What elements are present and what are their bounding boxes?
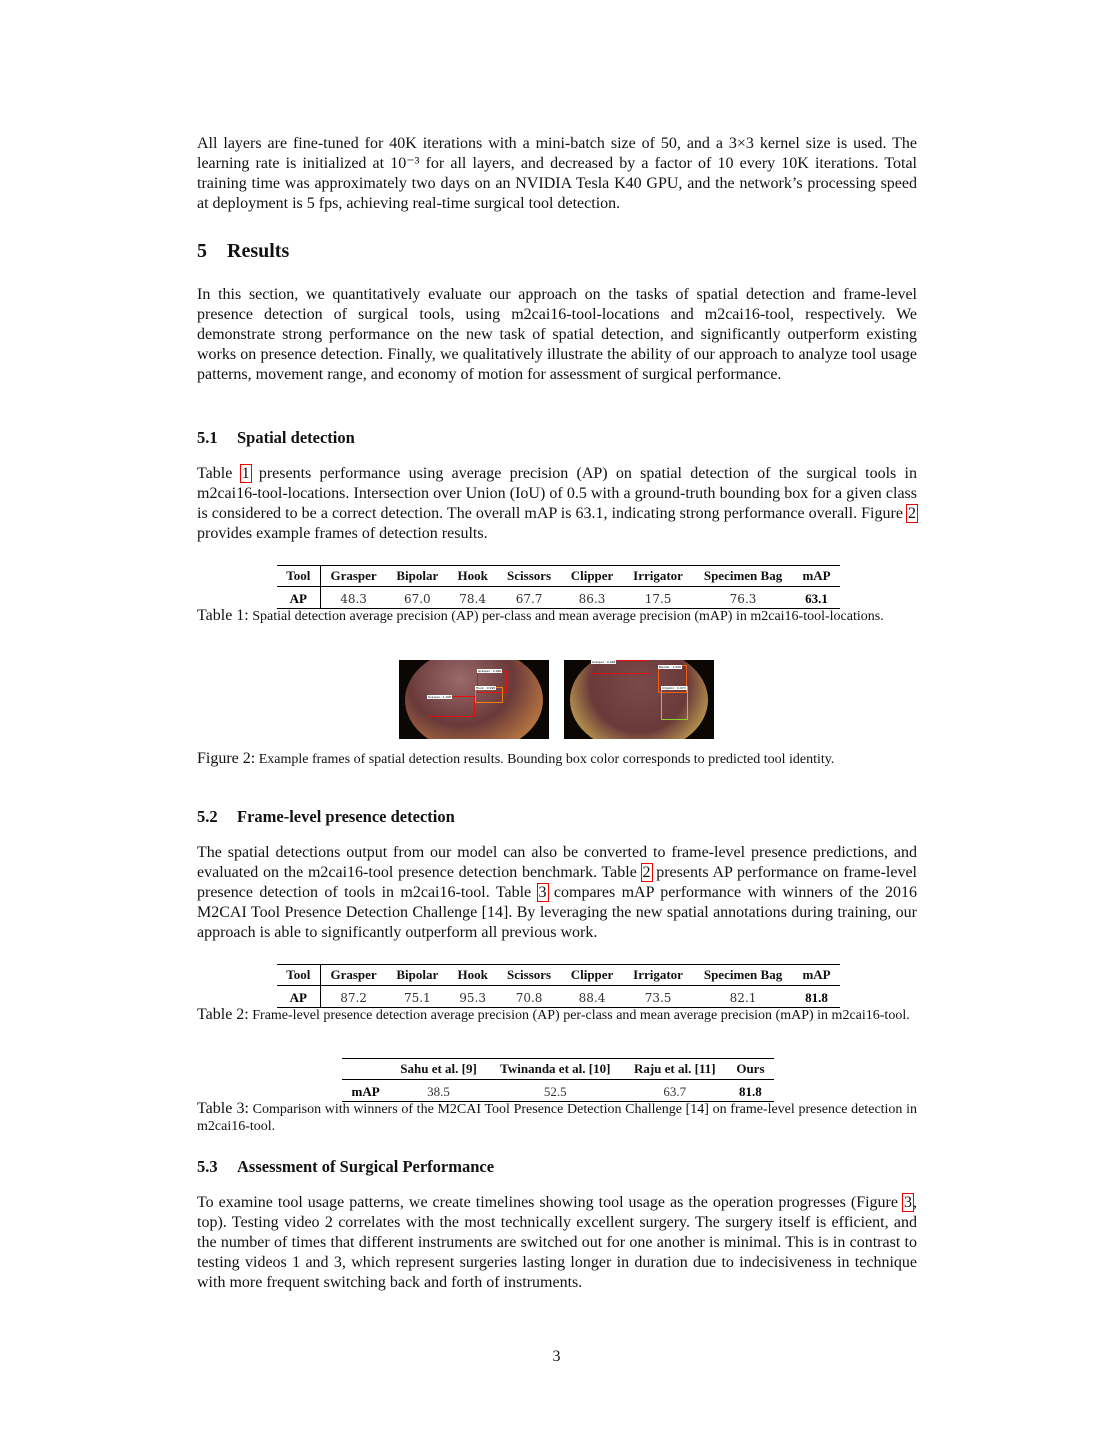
table-ref-link[interactable]: 1 bbox=[241, 465, 250, 482]
cell: 86.3 bbox=[561, 587, 623, 609]
detection-frame-right bbox=[564, 660, 714, 739]
section-title: Results bbox=[227, 240, 290, 262]
caption-text: Spatial detection average precision (AP) per-class and mean average precision (mAP) in m2cai16-tool-locations. bbox=[252, 609, 884, 624]
cell: 67.7 bbox=[497, 587, 561, 609]
header-cell: Hook bbox=[448, 965, 497, 986]
row-label: mAP bbox=[342, 1080, 389, 1102]
cell: 52.5 bbox=[488, 1080, 623, 1102]
table-row bbox=[342, 1080, 774, 1102]
cell: 78.4 bbox=[448, 587, 497, 609]
detection-frame-left bbox=[399, 660, 549, 739]
header-cell: Clipper bbox=[561, 965, 623, 986]
header-cell: Irrigator bbox=[623, 965, 693, 986]
header-cell: Bipolar bbox=[387, 965, 448, 986]
table-row bbox=[277, 986, 840, 1008]
subsection-5-3-heading bbox=[197, 1157, 917, 1177]
subsection-number: 5.1 bbox=[197, 428, 218, 447]
cell: 63.1 bbox=[793, 587, 840, 609]
spatial-detection-paragraph bbox=[197, 464, 917, 544]
cell: 82.1 bbox=[693, 986, 793, 1008]
header-cell: Hook bbox=[448, 566, 497, 587]
header-cell: Tool bbox=[277, 965, 320, 986]
box-label: Grasper : 1.000 bbox=[428, 695, 452, 699]
cell: 38.5 bbox=[389, 1080, 488, 1102]
cell: 63.7 bbox=[623, 1080, 727, 1102]
box-label: Grasper : 0.998 bbox=[592, 660, 616, 664]
cell: 81.8 bbox=[727, 1080, 774, 1102]
text: provides example frames of detection results. bbox=[197, 525, 488, 542]
figure-ref-link[interactable]: 3 bbox=[904, 1194, 912, 1211]
presence-detection-paragraph bbox=[197, 843, 917, 943]
header-cell: Irrigator bbox=[623, 566, 693, 587]
header-cell: Ours bbox=[727, 1059, 774, 1080]
subsection-title: Assessment of Surgical Performance bbox=[237, 1157, 495, 1176]
box-label: Grasper : 0.990 bbox=[478, 669, 502, 673]
row-label: AP bbox=[277, 986, 320, 1008]
subsection-number: 5.3 bbox=[197, 1157, 218, 1176]
table-2 bbox=[277, 964, 840, 1008]
text: The spatial detections output from our model can also be converted to frame-level presence predictions, and evaluated on the m2cai16-tool presence detection benchmark. Table bbox=[197, 844, 917, 881]
cell: 48.3 bbox=[320, 587, 387, 609]
header-cell: Scissors bbox=[497, 965, 561, 986]
text: presents performance using average precision (AP) on spatial detection of the surgical tools in m2cai16-tool-locations. Intersection over Union (IoU) of 0.5 with a ground-truth bounding box for a given class is considered to be a correct detection. The overall mAP is 63.1, indicating strong performance overall. Figure bbox=[197, 465, 917, 522]
section-5-heading bbox=[197, 240, 917, 263]
table-3 bbox=[342, 1058, 774, 1102]
header-cell: Scissors bbox=[497, 566, 561, 587]
caption-label: Table 3: bbox=[197, 1100, 249, 1117]
header-cell: Grasper bbox=[320, 965, 387, 986]
table-2-caption bbox=[197, 1006, 917, 1024]
box-label: Bipolar : 1.000 bbox=[659, 665, 682, 669]
caption-label: Figure 2: bbox=[197, 750, 256, 767]
header-cell: Sahu et al. [9] bbox=[389, 1059, 488, 1080]
cell: 81.8 bbox=[793, 986, 840, 1008]
text: To examine tool usage patterns, we create timelines showing tool usage as the operation progresses (Figure bbox=[197, 1194, 903, 1211]
bounding-box bbox=[661, 686, 688, 720]
subsection-number: 5.2 bbox=[197, 807, 218, 826]
caption-text: Comparison with winners of the M2CAI Tool Presence Detection Challenge [14] on frame-level presence detection in m2cai16-tool. bbox=[197, 1102, 918, 1134]
cell: 95.3 bbox=[448, 986, 497, 1008]
cell: 67.0 bbox=[387, 587, 448, 609]
subsection-title: Spatial detection bbox=[237, 428, 355, 447]
header-cell: Raju et al. [11] bbox=[623, 1059, 727, 1080]
cell: 76.3 bbox=[693, 587, 793, 609]
row-label: AP bbox=[277, 587, 320, 609]
table-1 bbox=[277, 565, 840, 609]
caption-label: Table 1: bbox=[197, 607, 249, 624]
subsection-title: Frame-level presence detection bbox=[237, 807, 455, 826]
figure-2-caption bbox=[197, 750, 917, 768]
box-label: Hook : 0.998 bbox=[476, 686, 496, 690]
header-cell: Clipper bbox=[561, 566, 623, 587]
header-cell: mAP bbox=[793, 965, 840, 986]
header-cell: Twinanda et al. [10] bbox=[488, 1059, 623, 1080]
text: compares mAP performance with winners of the 2016 M2CAI Tool Presence Detection Challenge [14]. By leveraging the new spatial annotations during training, our approach is able to significantly outperform all previous work. bbox=[197, 884, 918, 941]
table-ref-link[interactable]: 3 bbox=[538, 884, 547, 901]
header-cell: Grasper bbox=[320, 566, 387, 587]
cell: 73.5 bbox=[623, 986, 693, 1008]
cell: 70.8 bbox=[497, 986, 561, 1008]
table-row bbox=[277, 587, 840, 609]
header-cell: Specimen Bag bbox=[693, 965, 793, 986]
table-3-caption bbox=[197, 1100, 917, 1135]
cell: 87.2 bbox=[320, 986, 387, 1008]
cell: 17.5 bbox=[623, 587, 693, 609]
subsection-5-1-heading bbox=[197, 428, 917, 448]
header-cell: mAP bbox=[793, 566, 840, 587]
bounding-box bbox=[427, 696, 475, 717]
header-cell bbox=[342, 1059, 389, 1080]
text: Table bbox=[197, 465, 241, 482]
page-number: 3 bbox=[552, 1348, 561, 1365]
cell: 88.4 bbox=[561, 986, 623, 1008]
section-number: 5 bbox=[197, 240, 207, 262]
header-cell: Specimen Bag bbox=[693, 566, 793, 587]
figure-ref-link[interactable]: 2 bbox=[908, 505, 916, 522]
caption-text: Frame-level presence detection average precision (AP) per-class and mean average precision (mAP) in m2cai16-tool. bbox=[252, 1008, 910, 1023]
text: presents AP performance on frame-level presence detection of tools in m2cai16-tool. Table bbox=[197, 864, 917, 901]
text: , top). Testing video 2 correlates with the most technically excellent surgery. The surgery itself is efficient, and the number of times that different instruments are switched out for one another is minimal. This is in contrast to testing videos 1 and 3, which represent surgeries lasting longer in duration due to indecisiveness in technique with more frequent switching back and forth of instruments. bbox=[197, 1194, 917, 1291]
subsection-5-2-heading bbox=[197, 807, 917, 827]
assessment-paragraph bbox=[197, 1193, 917, 1293]
table-1-caption bbox=[197, 607, 917, 625]
table-ref-link[interactable]: 2 bbox=[642, 864, 651, 881]
cell: 75.1 bbox=[387, 986, 448, 1008]
caption-label: Table 2: bbox=[197, 1006, 249, 1023]
box-label: Irrigator : 0.973 bbox=[662, 686, 686, 690]
intro-paragraph: All layers are fine-tuned for 40K iterations with a mini-batch size of 50, and a 3×3 kernel size is used. The learning rate is initialized at 10⁻³ for all layers, and decreased by a factor of 10 every 10K iterations. Total training time was approximately two days on an NVIDIA Tesla K40 GPU, and the network’s processing speed at deployment is 5 fps, achieving real-time surgical tool detection. bbox=[197, 135, 917, 212]
header-cell: Tool bbox=[277, 566, 320, 587]
caption-text: Example frames of spatial detection results. Bounding box color corresponds to predicted tool identity. bbox=[258, 752, 835, 767]
header-cell: Bipolar bbox=[387, 566, 448, 587]
results-paragraph: In this section, we quantitatively evaluate our approach on the tasks of spatial detection and frame-level presence detection of surgical tools, using m2cai16-tool-locations and m2cai16-tool, respectively. We demonstrate strong performance on the new task of spatial detection, and significantly outperform existing works on presence detection. Finally, we qualitatively illustrate the ability of our approach to analyze tool usage patterns, movement range, and economy of motion for assessment of surgical performance. bbox=[197, 286, 917, 383]
